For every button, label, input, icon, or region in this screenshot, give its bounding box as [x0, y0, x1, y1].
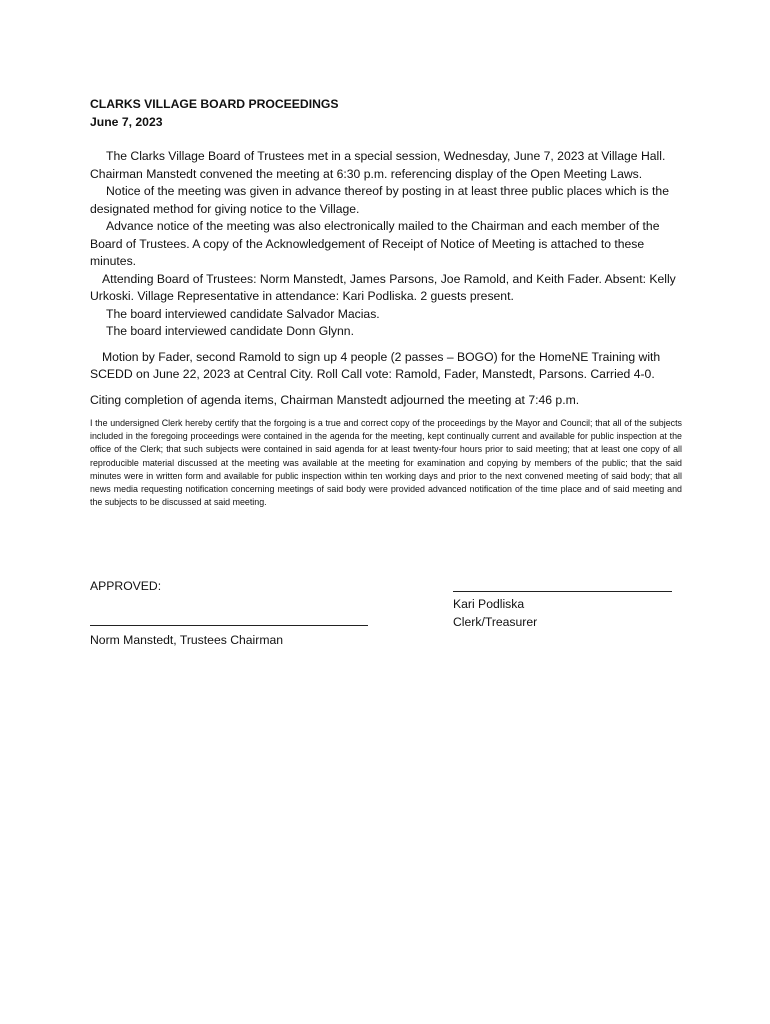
chairman-signature-line: [90, 625, 368, 626]
paragraph-notice: Notice of the meeting was given in advance thereof by posting in at least three public places which is the designated method for giving notice to the Village.: [90, 184, 669, 216]
approved-label: APPROVED:: [90, 579, 162, 593]
paragraph-adjourn: Citing completion of agenda items, Chairman Manstedt adjourned the meeting at 7:46 p.m.: [90, 392, 580, 407]
document-content: [90, 95, 682, 509]
paragraph-candidate-2: The board interviewed candidate Donn Glynn.: [106, 324, 354, 338]
paragraph-session: The Clarks Village Board of Trustees met in a special session, Wednesday, June 7, 2023 at Village Hall. Chairman Manstedt convened the meeting at 6:30 p.m. referencing display of the Open Meeting Laws.: [90, 149, 666, 181]
paragraph-attendance: Attending Board of Trustees: Norm Manstedt, James Parsons, Joe Ramold, and Keith Fader. Absent: Kelly Urkoski. Village Representative in attendance: Kari Podliska. 2 guests present.: [90, 271, 676, 303]
document-title: CLARKS VILLAGE BOARD PROCEEDINGS: [90, 97, 339, 111]
document-date: June 7, 2023: [90, 115, 163, 129]
clerk-signature-line: [453, 591, 672, 592]
clerk-certification: I the undersigned Clerk hereby certify that the forgoing is a true and correct copy of the proceedings by the Mayor and Council; that all of the subjects included in the foregoing proceedings were contained in the agenda for the meeting, kept continually current and available for public inspection at the office of the Clerk; that such subjects were contained in said agenda for at least twenty-four hours prior to said meeting; that at least one copy of all reproducible material discussed at the meeting was available at the meeting for examination and copying by members of the public; that the said minutes were in written form and available for public inspection within ten working days and prior to the next convened meeting of said body; that all news media requesting notification concerning meetings of said body were provided advanced notification of the time place and of said meeting and the subjects to be discussed at said meeting.: [90, 418, 682, 508]
clerk-title: Clerk/Treasurer: [453, 615, 538, 629]
paragraph-advance-notice: Advance notice of the meeting was also electronically mailed to the Chairman and each member of the Board of Trustees. A copy of the Acknowledgement of Receipt of Notice of Meeting is attached to these minutes.: [90, 219, 660, 268]
chairman-name: Norm Manstedt, Trustees Chairman: [90, 633, 284, 647]
paragraph-candidate-1: The board interviewed candidate Salvador Macias.: [106, 306, 380, 321]
paragraph-motion: Motion by Fader, second Ramold to sign up 4 people (2 passes – BOGO) for the HomeNE Training with SCEDD on June 22, 2023 at Central City. Roll Call vote: Ramold, Fader, Manstedt, Parsons. Carried 4-0.: [90, 349, 661, 381]
clerk-name: Kari Podliska: [453, 597, 525, 611]
